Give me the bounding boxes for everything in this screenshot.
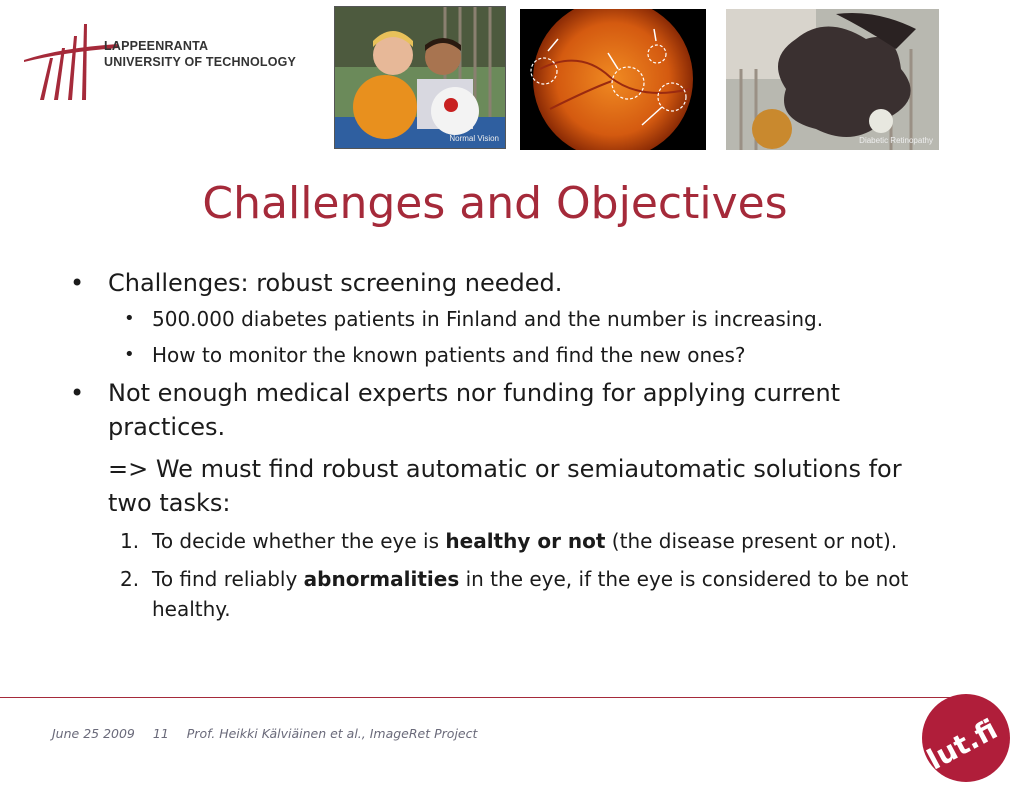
bullet-marker: • — [124, 308, 135, 329]
item-text-bold: healthy or not — [445, 529, 606, 553]
item-text-bold: abnormalities — [303, 567, 460, 591]
numbered-item-1 — [70, 526, 950, 556]
badge-text: lut.fi — [922, 712, 1003, 777]
footer-page-number: 11 — [152, 726, 169, 741]
sub-bullet-text: How to monitor the known patients and find the new ones? — [152, 343, 746, 367]
item-text-post: in the eye, if the eye is considered to be not healthy. — [152, 567, 909, 621]
slide-content — [70, 266, 950, 632]
item-text-pre: To decide whether the eye is — [152, 529, 446, 553]
bullet-marker: • — [124, 344, 135, 365]
footer-date: June 25 2009 — [52, 726, 135, 741]
slide-title: Challenges and Objectives — [202, 178, 788, 229]
footer — [52, 726, 491, 741]
sub-bullet-patients — [70, 304, 950, 334]
item-number: 2. — [120, 567, 140, 591]
bullet-marker: • — [70, 379, 85, 407]
bullet-text: Challenges: robust screening needed. — [108, 269, 563, 297]
diabetic-retinopathy-photo — [726, 9, 939, 150]
item-text-post: (the disease present or not). — [605, 529, 898, 553]
numbered-item-2 — [70, 564, 950, 624]
item-text-pre: To find reliably — [152, 567, 304, 591]
logo-line1: LAPPEENRANTA — [104, 39, 209, 53]
bullet-text: Not enough medical experts nor funding for applying current practices. — [108, 379, 841, 441]
retina-photo — [520, 9, 706, 150]
diabetic-retinopathy-caption: Diabetic Retinopathy — [859, 136, 933, 145]
normal-vision-caption: Normal Vision — [449, 134, 499, 143]
sub-bullet-text: 500.000 diabetes patients in Finland and the number is increasing. — [152, 307, 824, 331]
solutions-paragraph: => We must find robust automatic or semiautomatic solutions for two tasks: — [108, 455, 902, 517]
sub-bullet-monitor — [70, 340, 950, 370]
bullet-experts — [70, 376, 950, 444]
footer-author: Prof. Heikki Kälviäinen et al., ImageRet Project — [186, 726, 478, 741]
bullet-challenges — [70, 266, 950, 300]
normal-vision-photo — [334, 6, 506, 149]
bullet-marker: • — [70, 269, 85, 297]
lut-fi-badge — [922, 692, 1022, 792]
logo-line2: UNIVERSITY OF TECHNOLOGY — [104, 55, 297, 69]
item-number: 1. — [120, 529, 140, 553]
footer-divider — [0, 697, 950, 698]
logo-text — [104, 38, 296, 70]
